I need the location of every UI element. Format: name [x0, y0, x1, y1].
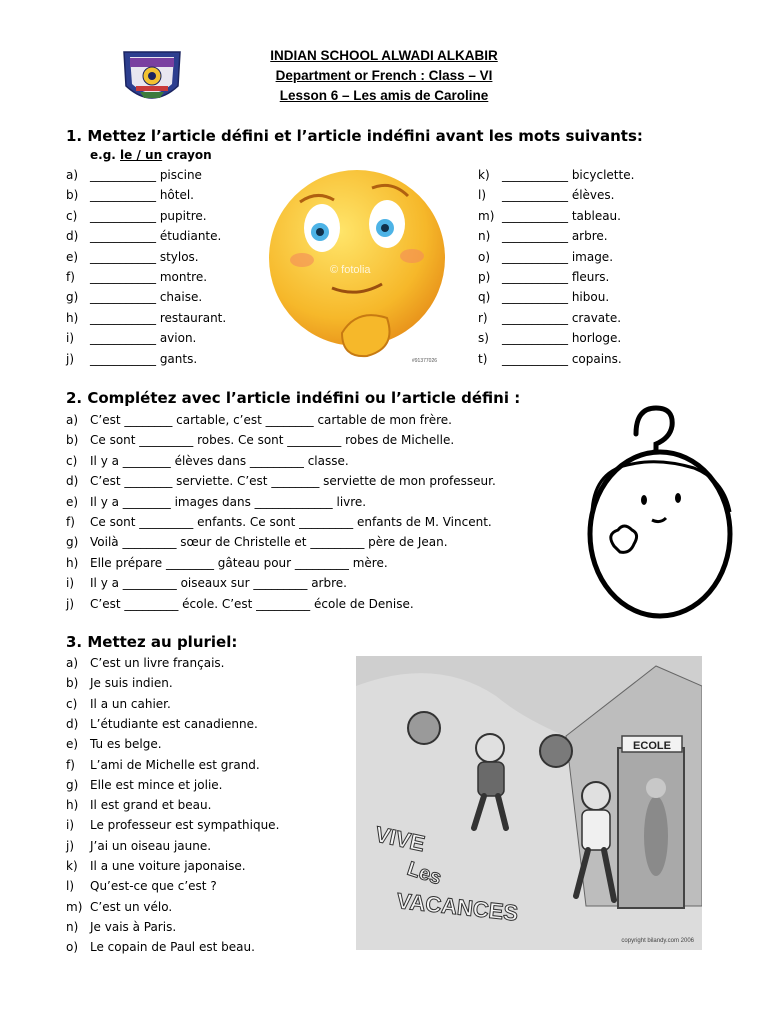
list-item	[66, 675, 173, 691]
item-letter: p)	[478, 270, 491, 284]
item-text: Elle prépare ________ gâteau pour _________ mère.	[90, 555, 388, 570]
item-letter: a)	[66, 413, 79, 427]
item-text: ___________ fleurs.	[502, 270, 610, 284]
list-item	[478, 208, 621, 224]
item-letter: q)	[478, 290, 491, 305]
list-item	[478, 167, 634, 183]
item-letter: e)	[66, 737, 79, 752]
list-item	[66, 878, 217, 894]
item-text: C’est ________ serviette. C’est ________ serviette de mon professeur.	[90, 474, 496, 489]
list-item	[478, 187, 614, 203]
item-letter: g)	[66, 777, 79, 792]
item-letter: n)	[66, 919, 79, 934]
item-text: ___________ horloge.	[502, 331, 622, 346]
item-text: Il a un cahier.	[90, 696, 171, 711]
item-text: ___________ hibou.	[502, 290, 610, 305]
item-letter: h)	[66, 798, 79, 813]
list-item	[478, 310, 621, 326]
item-text: ___________ montre.	[90, 270, 208, 284]
list-item	[66, 167, 202, 183]
item-letter: l)	[66, 879, 75, 894]
item-text: ___________ image.	[502, 249, 614, 264]
item-letter: g)	[66, 535, 79, 550]
item-text: ___________ pupitre.	[90, 208, 207, 223]
list-item	[66, 736, 162, 752]
list-item	[478, 228, 608, 244]
item-text: ___________ stylos.	[90, 249, 199, 264]
item-text: ___________ avion.	[90, 331, 197, 346]
list-item	[66, 655, 224, 671]
item-text: C’est ________ cartable, c’est ________ cartable de mon frère.	[90, 413, 452, 427]
item-letter: j)	[66, 351, 75, 366]
list-item	[478, 249, 613, 265]
cartoon-character-illustration	[574, 394, 744, 624]
example-line	[90, 148, 212, 162]
item-text: Voilà _________ sœur de Christelle et _________ père de Jean.	[90, 535, 448, 550]
vacances-text: VACANCES	[395, 888, 520, 926]
list-item	[66, 269, 207, 285]
item-letter: b)	[66, 433, 79, 448]
item-text: ___________ chaise.	[90, 290, 203, 305]
item-letter: m)	[478, 208, 495, 223]
item-letter: b)	[66, 188, 79, 203]
item-letter: i)	[66, 818, 75, 833]
item-text: Ce sont _________ enfants. Ce sont _________ enfants de M. Vincent.	[90, 515, 492, 529]
item-letter: c)	[66, 208, 78, 223]
list-item	[478, 269, 609, 285]
item-letter: d)	[66, 229, 79, 244]
list-item	[66, 330, 196, 346]
list-item	[66, 716, 258, 732]
item-letter: i)	[66, 331, 75, 346]
item-text: Qu’est-ce que c’est ?	[90, 879, 217, 894]
item-text: ___________ gants.	[90, 351, 198, 366]
list-item	[66, 351, 197, 367]
list-item	[66, 777, 222, 793]
item-text: ___________ arbre.	[502, 229, 608, 244]
item-text: ___________ tableau.	[502, 208, 621, 223]
item-text: Le professeur est sympathique.	[90, 818, 280, 833]
item-letter: j)	[66, 838, 75, 853]
item-letter: t)	[478, 351, 488, 366]
emoji-watermark: © fotolia	[330, 264, 371, 276]
list-item	[66, 514, 492, 530]
vive-text: VIVE	[372, 821, 428, 857]
item-text: Il a une voiture japonaise.	[90, 859, 246, 873]
department-title: Department or French : Class – VI	[275, 68, 493, 83]
thinking-emoji-illustration	[262, 158, 452, 368]
item-text: C’est un vélo.	[90, 899, 173, 914]
item-letter: d)	[66, 716, 79, 731]
item-letter: i)	[66, 576, 75, 591]
item-letter: d)	[66, 474, 79, 489]
item-text: Le copain de Paul est beau.	[90, 940, 255, 955]
lesson-title: Lesson 6 – Les amis de Caroline	[279, 88, 489, 103]
list-item	[66, 534, 448, 550]
item-letter: b)	[66, 676, 79, 691]
list-item	[66, 797, 211, 813]
item-letter: h)	[66, 555, 79, 570]
item-letter: g)	[66, 290, 79, 305]
list-item	[66, 249, 199, 265]
item-letter: c)	[66, 696, 78, 711]
item-text: Elle est mince et jolie.	[90, 777, 223, 792]
item-letter: o)	[478, 249, 491, 264]
example-prefix: e.g.	[90, 148, 116, 162]
item-text: Il y a _________ oiseaux sur _________ arbre.	[90, 576, 347, 591]
ecole-sign: ECOLE	[633, 740, 671, 752]
list-item	[66, 228, 221, 244]
list-item	[66, 208, 207, 224]
item-text: Il y a ________ images dans _____________ livre.	[90, 494, 367, 509]
example-answer: le / un	[120, 148, 163, 162]
item-letter: l)	[478, 188, 487, 203]
item-text: ___________ restaurant.	[90, 310, 227, 325]
list-item	[66, 817, 279, 833]
list-item	[66, 187, 194, 203]
item-letter: j)	[66, 596, 75, 611]
list-item	[66, 289, 202, 305]
exercise-2-title: 2. Complétez avec l’article indéfini ou l’article défini :	[66, 389, 521, 407]
item-letter: r)	[478, 310, 488, 325]
list-item	[66, 838, 211, 854]
list-item	[66, 310, 226, 326]
vacances-illustration	[356, 656, 702, 950]
picture-credit: copyright bilandy.com 2006	[621, 938, 694, 944]
les-text: Les	[404, 857, 445, 890]
list-item	[66, 453, 349, 469]
list-item	[66, 412, 452, 428]
item-text: J’ai un oiseau jaune.	[90, 838, 212, 853]
item-letter: e)	[66, 249, 79, 264]
item-letter: a)	[66, 168, 79, 182]
item-letter: o)	[66, 940, 79, 955]
list-item	[66, 575, 347, 591]
list-item	[66, 899, 172, 915]
item-letter: c)	[66, 453, 78, 468]
exercise-3-title: 3. Mettez au pluriel:	[66, 633, 238, 651]
list-item	[66, 555, 388, 571]
list-item	[66, 473, 496, 489]
example-word: crayon	[166, 148, 212, 162]
item-text: C’est un livre français.	[90, 656, 225, 670]
list-item	[66, 757, 260, 773]
list-item	[66, 858, 246, 874]
list-item	[66, 494, 366, 510]
item-text: Je suis indien.	[90, 676, 173, 691]
item-text: ___________ cravate.	[502, 310, 622, 325]
item-letter: s)	[478, 331, 489, 346]
item-letter: k)	[478, 168, 490, 182]
item-text: ___________ étudiante.	[90, 229, 222, 244]
list-item	[478, 289, 609, 305]
emoji-stock-id: #91377026	[412, 358, 438, 364]
item-letter: f)	[66, 270, 75, 284]
item-text: ___________ copains.	[502, 351, 622, 366]
item-letter: a)	[66, 656, 79, 670]
item-text: Il y a ________ élèves dans _________ classe.	[90, 453, 349, 468]
item-text: Il est grand et beau.	[90, 798, 212, 813]
list-item	[66, 939, 255, 955]
item-letter: f)	[66, 515, 75, 529]
item-text: L’étudiante est canadienne.	[90, 716, 258, 731]
exercise-1-title: 1. Mettez l’article défini et l’article indéfini avant les mots suivants:	[66, 127, 643, 145]
item-text: ___________ bicyclette.	[502, 168, 635, 182]
item-letter: h)	[66, 310, 79, 325]
item-text: ___________ hôtel.	[90, 188, 194, 203]
list-item	[66, 696, 171, 712]
item-letter: k)	[66, 859, 78, 873]
item-letter: e)	[66, 494, 79, 509]
item-text: Je vais à Paris.	[90, 919, 177, 934]
item-letter: n)	[478, 229, 491, 244]
item-text: C’est _________ école. C’est _________ école de Denise.	[90, 596, 414, 611]
item-text: Ce sont _________ robes. Ce sont _________ robes de Michelle.	[90, 433, 455, 448]
item-text: Tu es belge.	[90, 737, 162, 752]
item-letter: f)	[66, 757, 75, 772]
list-item	[66, 919, 176, 935]
item-text: ___________ piscine	[90, 168, 202, 182]
list-item	[66, 596, 414, 612]
list-item	[66, 432, 454, 448]
item-text: ___________ élèves.	[502, 188, 615, 203]
item-text: L’ami de Michelle est grand.	[90, 757, 260, 772]
school-name: INDIAN SCHOOL ALWADI ALKABIR	[270, 48, 498, 63]
list-item	[478, 351, 622, 367]
list-item	[478, 330, 621, 346]
item-letter: m)	[66, 899, 83, 914]
